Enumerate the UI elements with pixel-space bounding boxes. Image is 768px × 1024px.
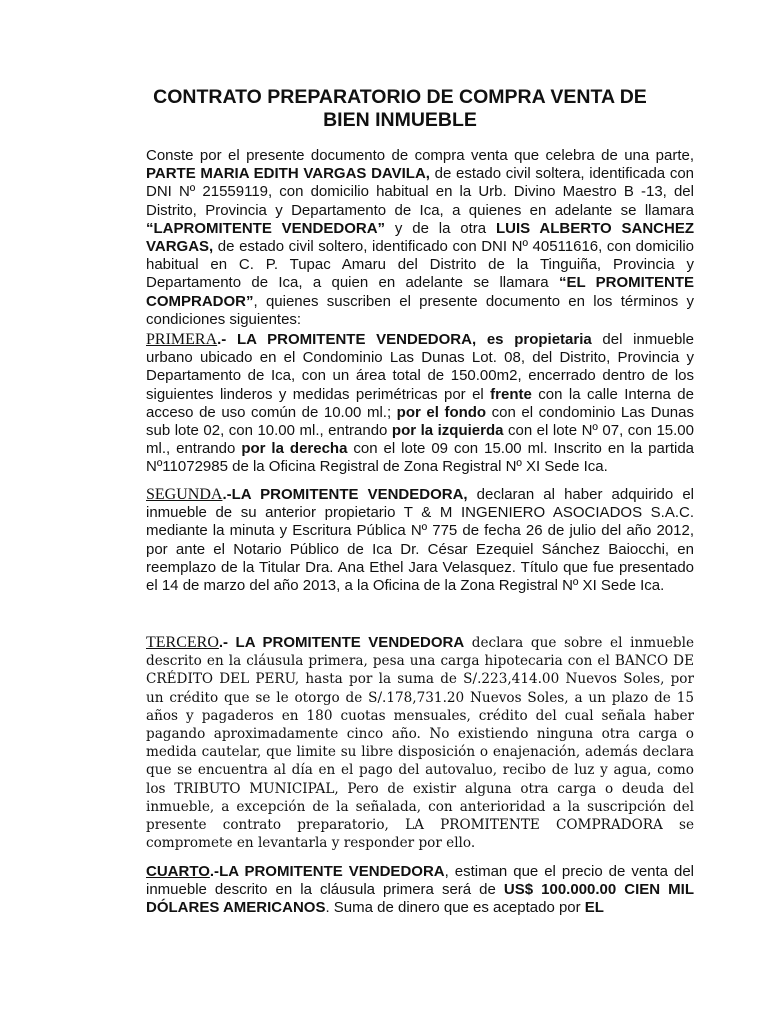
- title-line-2: BIEN INMUEBLE: [323, 109, 477, 131]
- document-title: [130, 86, 670, 132]
- clause-segunda: SEGUNDA.-LA PROMITENTE VENDEDORA, declaran al haber adquirido el inmueble de su anterior propietario T & M INGENIERO ASOCIADOS S.A.C. mediante la minuta y Escritura Pública Nº 775 de fecha 26 de julio del año 2012, por ante el Notario Público de Ica Dr. César Ezequiel Sánchez Baiocchi, en reemplazo de la Titular Dra. Ana Ethel Jara Velasquez. Título que fue presentado el 14 de marzo del año 2013, a la Oficina de la Zona Registral Nº XI Sede Ica.: [146, 486, 694, 595]
- clause-segunda-heading: SEGUNDA: [146, 486, 223, 503]
- clause-tercero-heading: TERCERO: [146, 634, 219, 651]
- clause-primera-heading: PRIMERA: [146, 331, 218, 348]
- intro-paragraph: Conste por el presente documento de compra venta que celebra de una parte, PARTE MARIA EDITH VARGAS DAVILA, de estado civil soltera, identificada con DNI Nº 21559119, con domicilio habitual en la Urb. Divino Maestro B -13, del Distrito, Provincia y Departamento de Ica, a quienes en adelante se llamara “LAPROMITENTE VENDEDORA” y de la otra LUIS ALBERTO SANCHEZ VARGAS, de estado civil soltero, identificado con DNI Nº 40511616, con domicilio habitual en C. P. Tupac Amaru del Distrito de la Tinguiña, Provincia y Departamento de Ica, a quien en adelante se llamara “EL PROMITENTE COMPRADOR”, quienes suscriben el presente documento en los términos y condiciones siguientes:: [146, 147, 695, 328]
- title-line-1: CONTRATO PREPARATORIO DE COMPRA VENTA DE: [153, 86, 647, 108]
- clause-cuarto: CUARTO.-LA PROMITENTE VENDEDORA, estiman que el precio de venta del inmueble descrito en la cláusula primera será de US$ 100.000.00 CIEN MIL DÓLARES AMERICANOS. Suma de dinero que es aceptado por EL: [146, 863, 694, 917]
- clause-cuarto-heading: CUARTO: [146, 863, 210, 880]
- clause-primera: PRIMERA.- LA PROMITENTE VENDEDORA, es propietaria del inmueble urbano ubicado en el Condominio Las Dunas Lot. 08, del Distrito, Provincia y Departamento de Ica, con un área total de 150.00m2, encerrado dentro de los siguientes linderos y medidas perimétricas por el frente con la calle Interna de acceso de uso común de 10.00 ml.; por el fondo con el condominio Las Dunas sub lote 02, con 10.00 ml., entrando por la izquierda con el lote Nº 07, con 15.00 ml., entrando por la derecha con el lote 09 con 15.00 ml. Inscrito en la partida Nº11072985 de la Oficina Registral de Zona Registral Nº XI Sede Ica.: [146, 331, 695, 476]
- clause-tercero: TERCERO.- LA PROMITENTE VENDEDORA declara que sobre el inmueble descrito en la cláusula primera, pesa una carga hipotecaria con el BANCO DE CRÉDITO DEL PERU, hasta por la suma de S/.223,414.00 Nuevos Soles, por un crédito que se le otorgo de S/.178,731.20 Nuevos Soles, a un plazo de 15 años y pagaderos en 180 cuotas mensuales, crédito del cual señala haber pagando aproximadamente cinco año. No existiendo ninguna otra carga o medida cautelar, que limite su libre disposición o enajenación, además declara que se encuentra al día en el pago del autovaluo, recibo de luz y agua, como los TRIBUTO MUNICIPAL, Pero de existir alguna otra carga o deuda del inmueble, a excepción de la señalada, con anterioridad a la suscripción del presente contrato preparatorio, LA PROMITENTE COMPRADORA se compromete en levantarla y responder por ello.: [146, 634, 694, 852]
